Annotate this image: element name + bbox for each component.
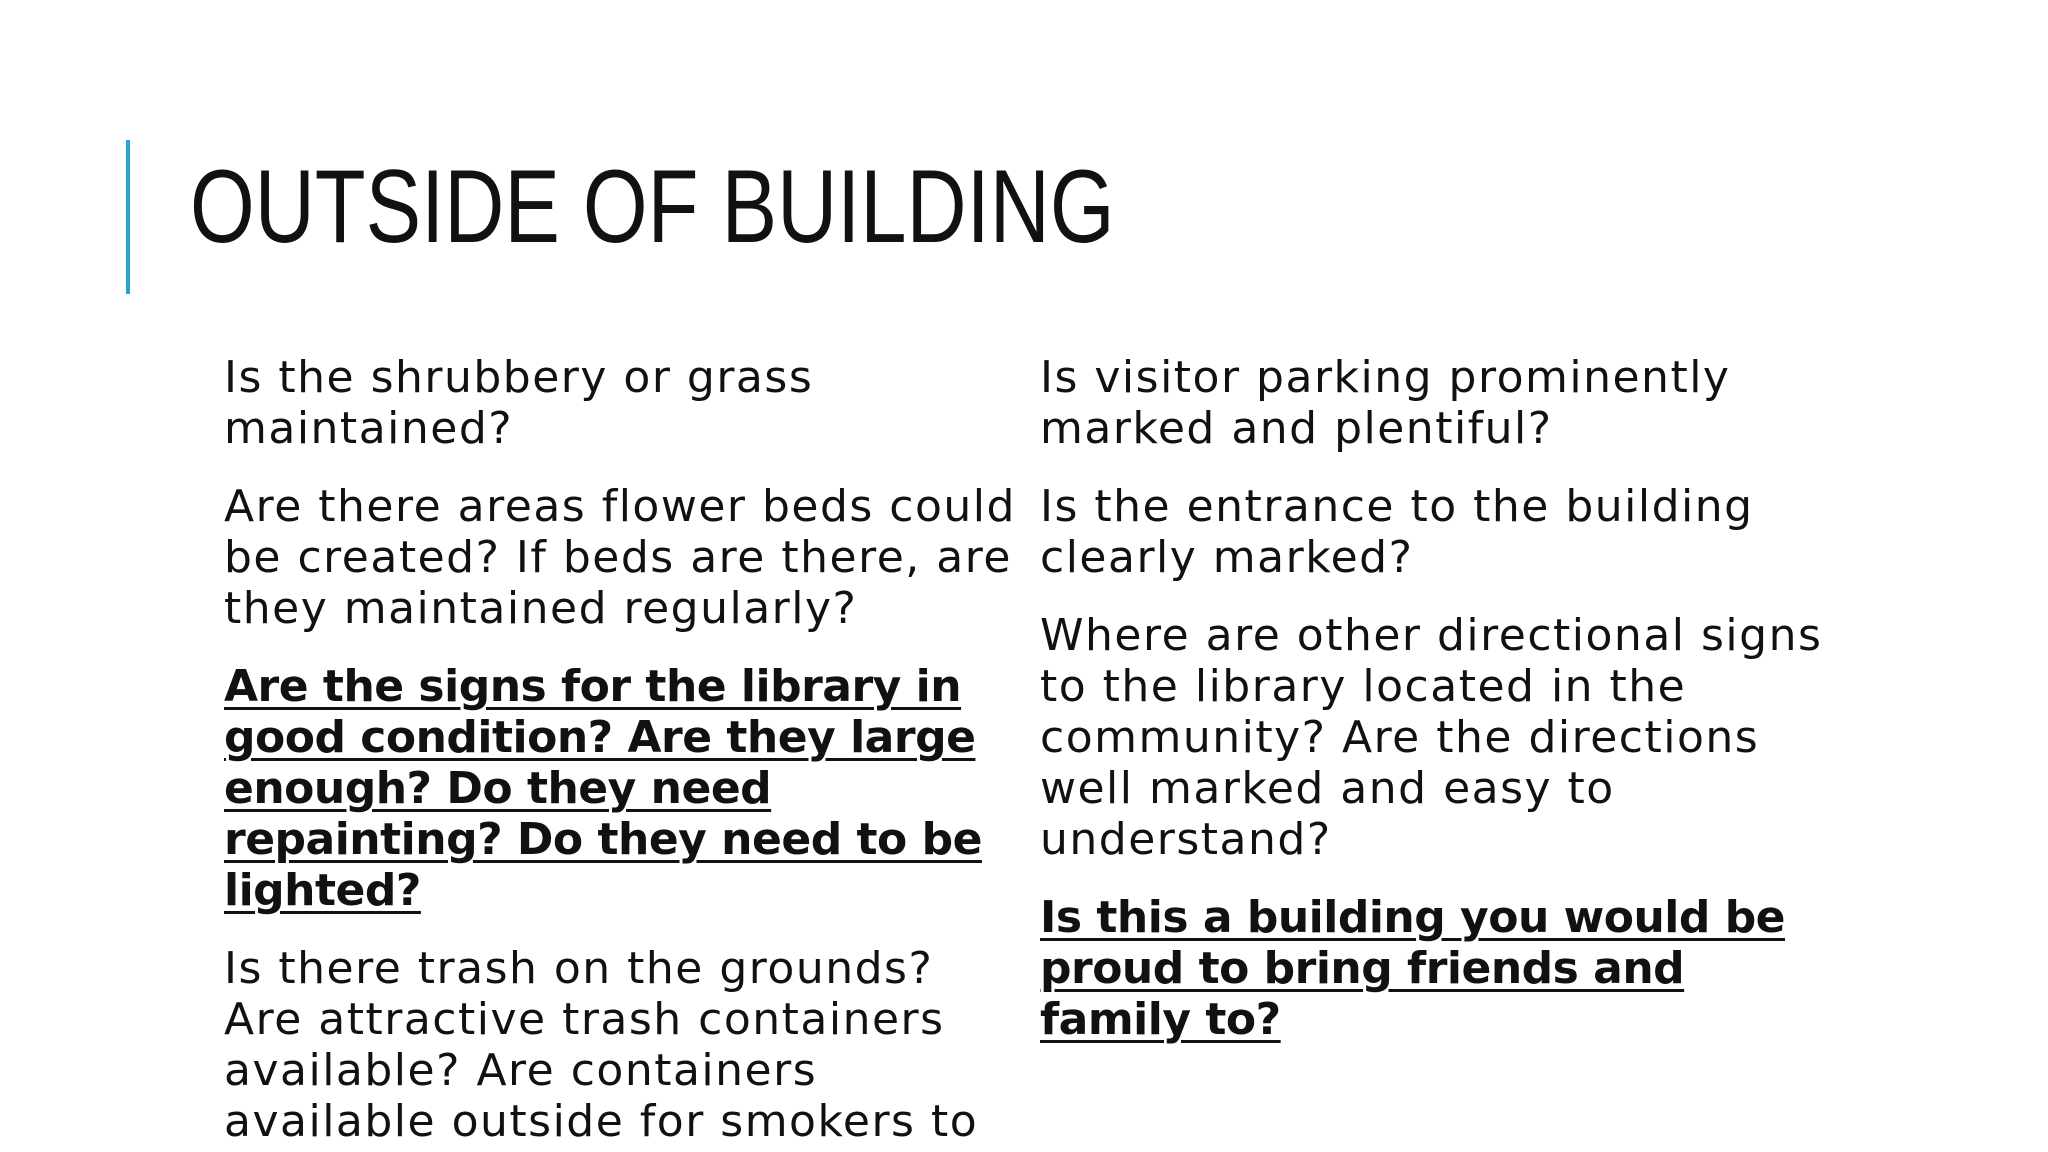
question-trash: Is there trash on the grounds? Are attractive trash containers available? Are containers available outside for smokers to	[224, 943, 979, 1147]
left-question-column	[224, 352, 1024, 1152]
question-directional-signs: Where are other directional signs to the library located in the community? Are the directions well marked and easy to understand?	[1040, 610, 1823, 865]
question-shrubbery: Is the shrubbery or grass maintained?	[224, 352, 814, 454]
question-library-signs: Are the signs for the library in good condition? Are they large enough? Do they need repainting? Do they need to be lighted?	[224, 661, 982, 916]
right-question-column	[1040, 352, 1840, 1072]
title-accent-bar	[126, 140, 130, 294]
slide-title: OUTSIDE OF BUILDING	[190, 149, 1115, 265]
question-flower-beds: Are there areas flower beds could be created? If beds are there, are they maintained regularly?	[224, 481, 1016, 634]
question-proud-building: Is this a building you would be proud to bring friends and family to?	[1040, 892, 1786, 1045]
question-visitor-parking: Is visitor parking prominently marked and plentiful?	[1040, 352, 1731, 454]
question-entrance: Is the entrance to the building clearly marked?	[1040, 481, 1754, 583]
